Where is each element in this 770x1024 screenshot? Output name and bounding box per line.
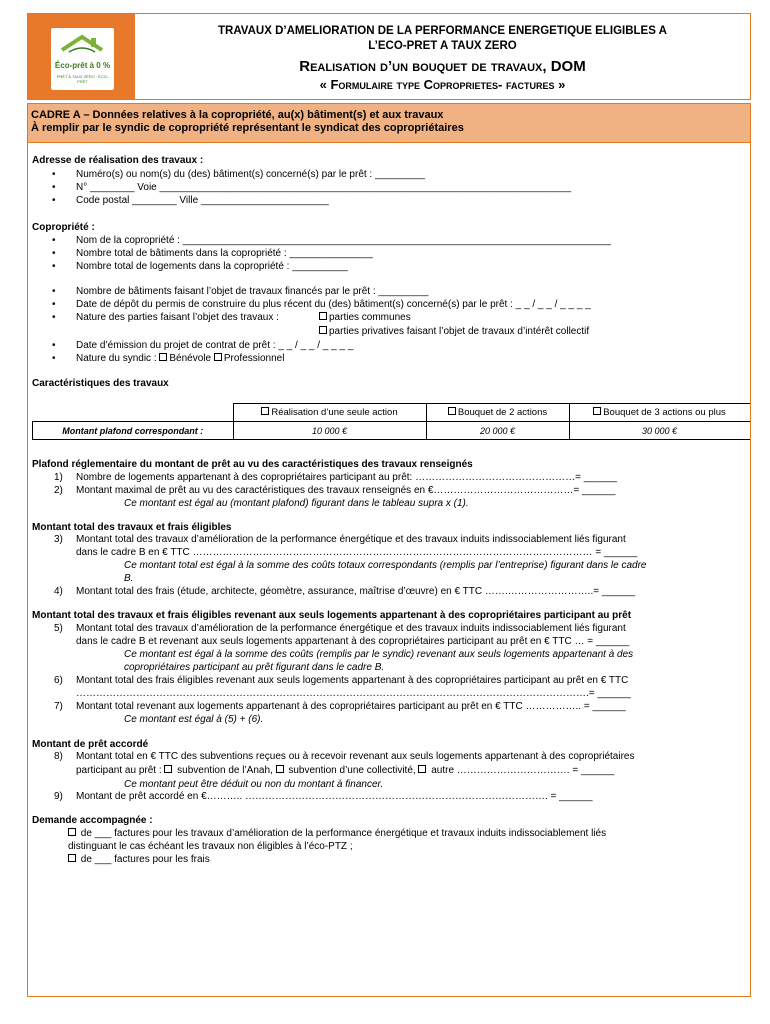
cadre-a-body (27, 142, 751, 997)
bullet: • (52, 169, 56, 180)
plafond-heading: Plafond réglementaire du montant de prêt au vu des caractéristiques des travaux renseignés (32, 459, 473, 470)
logements-total-field[interactable]: Montant total revenant aux logements appartenant à des copropriétaires participant au prêt en € TTC …………….. = ______ (76, 701, 626, 712)
adresse-cp-ville-field[interactable]: Code postal ________ Ville _______________________ (76, 195, 329, 206)
cadre-a-banner (27, 103, 751, 142)
checkbox-icon[interactable] (214, 353, 222, 361)
caract-table (32, 403, 750, 440)
subventions-note: Ce montant peut être déduit ou non du montant à financer. (124, 779, 384, 790)
montant-total-heading: Montant total des travaux et frais éligibles (32, 522, 232, 533)
house-icon (59, 34, 105, 62)
professionnel-label: Professionnel (223, 353, 285, 364)
subventions-text: Montant total en € TTC des subventions reçues ou à recevoir revenant aux seuls logements appartenant à des copropriétaires (76, 751, 635, 762)
checkbox-icon[interactable] (319, 312, 327, 320)
factures-frais-label: de ___ factures pour les frais (80, 854, 210, 865)
eco-pret-logo (51, 28, 114, 90)
factures-frais-row[interactable] (68, 854, 210, 865)
factures-travaux-label: de ___ factures pour les travaux d’amélioration de la performance énergétique et travaux induits indissociablement liés (80, 828, 607, 839)
item-number: 7) (54, 701, 63, 712)
copro-logements-field[interactable]: Nombre total de logements dans la copropriété : __________ (76, 261, 348, 272)
table-empty-cell (33, 404, 234, 422)
title-block (135, 14, 750, 99)
plafond-note: Ce montant est égal au (montant plafond) figurant dans le tableau supra x (1). (124, 498, 469, 509)
bullet: • (52, 286, 56, 297)
checkbox-icon[interactable] (159, 353, 167, 361)
adresse-heading: Adresse de réalisation des travaux : (32, 155, 204, 166)
form-page (27, 13, 751, 995)
option-label: Bouquet de 3 actions ou plus (603, 407, 726, 418)
bullet: • (52, 248, 56, 259)
logements-travaux-note-end: copropriétaires participant au prêt figurant dans le cadre B. (124, 662, 385, 673)
checkbox-icon[interactable] (261, 407, 269, 415)
montant-plafond-label: Montant plafond correspondant : (33, 422, 234, 440)
copro-heading: Copropriété : (32, 222, 95, 233)
copro-batiments-field[interactable]: Nombre total de bâtiments dans la copropriété : _______________ (76, 248, 373, 259)
anah-label: subvention de l’Anah, (177, 765, 273, 776)
checkbox-icon[interactable] (319, 326, 327, 334)
item-number: 1) (54, 472, 63, 483)
plafond-value: 20 000 € (426, 422, 569, 440)
collectivite-label: subvention d’une collectivité, (288, 765, 416, 776)
frais-total-field[interactable]: Montant total des frais (étude, architecte, géomètre, assurance, maîtrise d’œuvre) en € TTC …….……………………..= ______ (76, 586, 636, 597)
title-line-1: TRAVAUX D’AMELIORATION DE LA PERFORMANCE ENERGETIQUE ELIGIBLES A (218, 25, 667, 37)
pret-accorde-field[interactable]: Montant de prêt accordé en €……….. ………………………………………………………………………………. = ______ (76, 791, 593, 802)
bullet: • (52, 353, 56, 364)
autre-field[interactable]: autre ……………………………. = ______ (431, 765, 615, 776)
logements-frais-field[interactable]: ……………………………………………………………………………………………………………………………………….= ______ (76, 688, 631, 699)
item-number: 9) (54, 791, 63, 802)
contrat-date-field[interactable]: Date d’émission du projet de contrat de prêt : _ _ / _ _ / _ _ _ _ (76, 340, 354, 351)
logements-travaux-note: Ce montant est égal à la somme des coûts (remplis par le syndic) revenant aux seuls logements appartenant à des (124, 649, 634, 660)
cadre-a-title: CADRE A – Données relatives à la copropriété, au(x) bâtiment(s) et aux travaux (31, 109, 444, 121)
logements-heading: Montant total des travaux et frais éligibles revenant aux seuls logements appartenant à des copropriétaires participant au prêt (32, 610, 632, 621)
logo-subtext: PRÊT À TAUX ZÉRO · ÉCO-PRÊT (56, 74, 109, 84)
parties-privatives-option[interactable] (319, 326, 589, 337)
travaux-total-note: Ce montant total est égal à la somme des coûts totaux correspondants (remplis par l’entreprise) figurant dans le cadre (124, 560, 647, 571)
logo-panel (28, 14, 135, 99)
option-une-action[interactable] (233, 404, 426, 422)
option-label: Réalisation d’une seule action (271, 407, 398, 418)
plafond-logements-field[interactable]: Nombre de logements appartenant à des copropriétaires participant au prêt: …………………………………………= ______ (76, 472, 618, 483)
option-label: Bouquet de 2 actions (457, 407, 548, 418)
cadre-a-subtitle: À remplir par le syndic de copropriété représentant le syndicat des copropriétaires (31, 122, 464, 134)
bullet: • (52, 235, 56, 246)
bullet: • (52, 312, 56, 323)
title-line-2: L’ECO-PRET A TAUX ZERO (368, 40, 517, 52)
checkbox-icon[interactable] (68, 828, 76, 836)
item-number: 4) (54, 586, 63, 597)
checkbox-icon[interactable] (276, 765, 284, 773)
item-number: 2) (54, 485, 63, 496)
bullet: • (52, 299, 56, 310)
parties-communes-label: parties communes (329, 312, 411, 323)
logements-travaux-text: Montant total des travaux d’amélioration de la performance énergétique et des travaux induits indissociablement liés figurant (76, 623, 626, 634)
checkbox-icon[interactable] (418, 765, 426, 773)
subventions-row (76, 765, 614, 776)
bullet: • (52, 182, 56, 193)
bullet: • (52, 261, 56, 272)
title-line-4: « Formulaire type Coproprietes- factures » (319, 77, 566, 92)
logements-total-note: Ce montant est égal à (5) + (6). (124, 714, 264, 725)
travaux-total-field[interactable]: dans le cadre B en € TTC ………………………………………………………………………………………………………… = ______ (76, 547, 638, 558)
logements-frais-text: Montant total des frais éligibles revenant aux seuls logements appartenant à des copropriétaires participant au prêt en € TTC (76, 675, 629, 686)
travaux-total-text: Montant total des travaux d’amélioration de la performance énergétique et des travaux induits indissociablement liés figurant (76, 534, 626, 545)
factures-travaux-label-end: distinguant le cas échéant les travaux non éligibles à l’éco-PTZ ; (68, 841, 353, 852)
plafond-montant-field[interactable]: Montant maximal de prêt au vu des caractéristiques des travaux renseignés en €……………………………………= ______ (76, 485, 616, 496)
bullet: • (52, 195, 56, 206)
checkbox-icon[interactable] (164, 765, 172, 773)
subventions-prefix: participant au prêt : (76, 765, 162, 776)
checkbox-icon[interactable] (593, 407, 601, 415)
syndic-label: Nature du syndic : (76, 353, 157, 364)
bullet: • (52, 340, 56, 351)
benevole-label: Bénévole (169, 353, 212, 364)
form-header (27, 13, 751, 100)
plafond-value: 30 000 € (569, 422, 750, 440)
item-number: 3) (54, 534, 63, 545)
logo-text: Éco-prêt à 0 % (54, 61, 111, 70)
option-deux-actions[interactable] (426, 404, 569, 422)
travaux-total-note-end: B. (124, 573, 134, 584)
parties-privatives-label: parties privatives faisant l’objet de travaux d’intérêt collectif (329, 326, 590, 337)
syndic-row (76, 353, 284, 364)
copro-nom-field[interactable]: Nom de la copropriété : _____________________________________________________________________________ (76, 235, 611, 246)
logements-travaux-field[interactable]: dans le cadre B et revenant aux seuls logements appartenant à des copropriétaires participant au prêt en € TTC … = ______ (76, 636, 630, 647)
accorde-heading: Montant de prêt accordé (32, 739, 149, 750)
adresse-batiment-field[interactable]: Numéro(s) ou nom(s) du (des) bâtiment(s) concerné(s) par le prêt : _________ (76, 169, 426, 180)
plafond-value: 10 000 € (233, 422, 426, 440)
demande-heading: Demande accompagnée : (32, 815, 153, 826)
factures-travaux-row[interactable] (68, 828, 606, 839)
checkbox-icon[interactable] (68, 854, 76, 862)
item-number: 5) (54, 623, 63, 634)
item-number: 6) (54, 675, 63, 686)
caract-heading: Caractéristiques des travaux (32, 378, 169, 389)
permis-date-field[interactable]: Date de dépôt du permis de construire du plus récent du (des) bâtiment(s) concerné(s) par le prêt : _ _ / _ _ / _ _ _ _ (76, 299, 591, 310)
title-line-3: Realisation d’un bouquet de travaux, DOM (299, 58, 586, 75)
item-number: 8) (54, 751, 63, 762)
copro-batiments-finances-field[interactable]: Nombre de bâtiments faisant l’objet de travaux financés par le prêt : _________ (76, 286, 429, 297)
checkbox-icon[interactable] (448, 407, 456, 415)
adresse-voie-field[interactable]: N° ________ Voie __________________________________________________________________________ (76, 182, 572, 193)
parties-communes-option[interactable] (319, 312, 411, 323)
nature-parties-label: Nature des parties faisant l’objet des travaux : (76, 312, 279, 323)
option-trois-actions[interactable] (569, 404, 750, 422)
